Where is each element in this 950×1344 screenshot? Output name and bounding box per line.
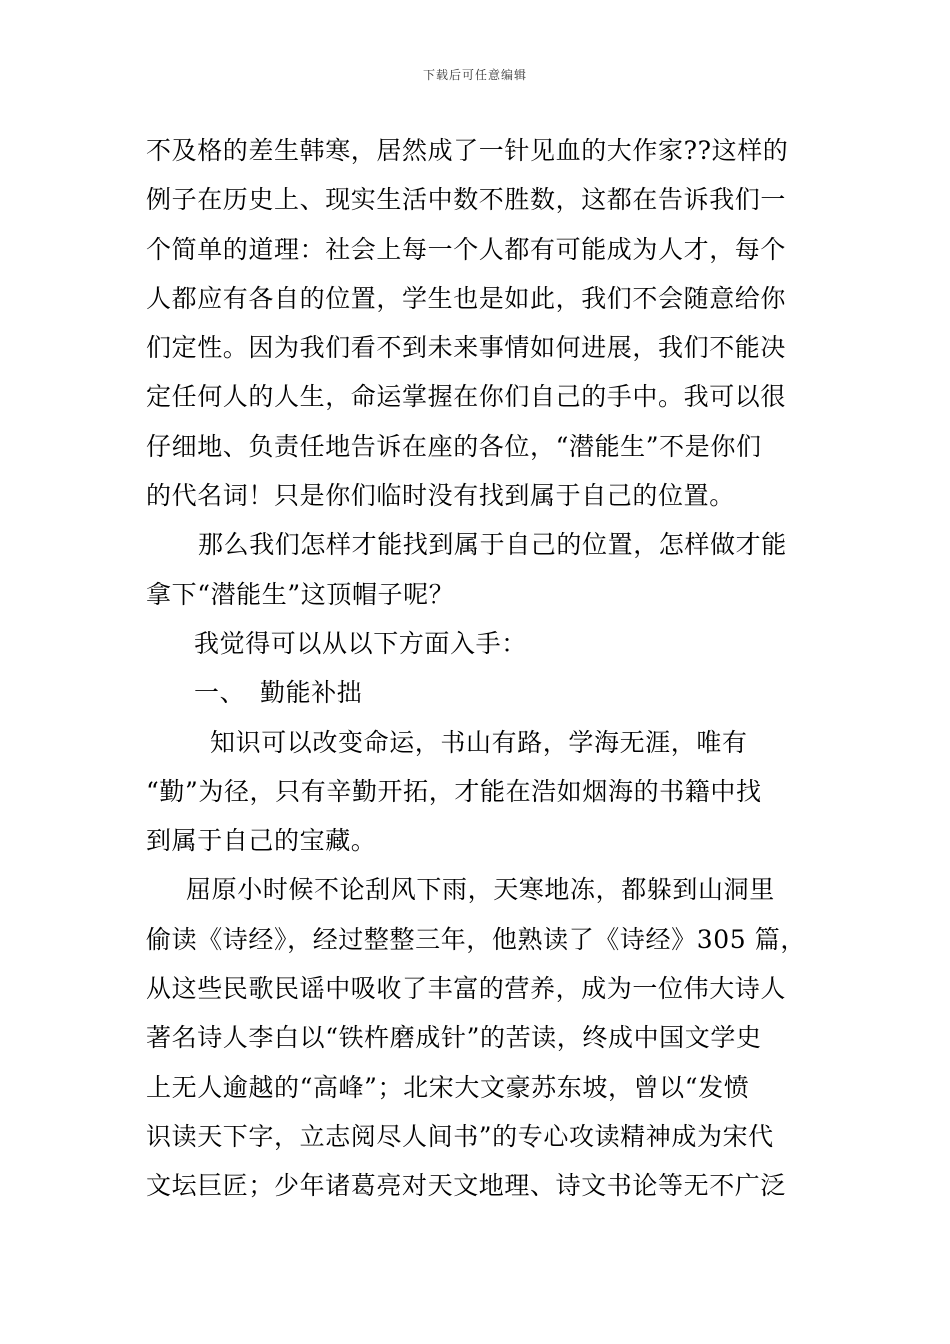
document-body: [146, 126, 812, 1211]
text-line: 例子在历史上、现实生活中数不胜数，这都在告诉我们一: [146, 185, 787, 215]
section-title: 勤能补拙: [260, 678, 363, 708]
text-line: 著名诗人李白以“铁杵磨成针”的苦读，终成中国文学史: [146, 1023, 762, 1053]
section-heading: [146, 668, 812, 717]
text-line: 识读天下字，立志阅尽人间书”的专心攻读精神成为宋代: [146, 1121, 774, 1151]
text-line: 不及格的差生韩寒，居然成了一针见血的大作家??这样的: [146, 136, 789, 165]
text-line: 上无人逾越的“高峰”；北宋大文豪苏东坡，曾以“发愤: [146, 1072, 750, 1102]
paragraph-start-line: 知识可以改变命运，书山有路，学海无涯，唯有: [210, 727, 748, 757]
text-line: 的代名词！只是你们临时没有找到属于自己的位置。: [146, 481, 735, 511]
text-line: 文坛巨匠；少年诸葛亮对天文地理、诗文书论等无不广泛: [146, 1171, 787, 1201]
text-line: “勤”为径，只有辛勤开拓，才能在浩如烟海的书籍中找: [146, 776, 762, 806]
text-line: 从这些民歌民谣中吸收了丰富的营养，成为一位伟大诗人: [146, 974, 787, 1004]
paragraph-start-line: 那么我们怎样才能找到属于自己的位置，怎样做才能: [198, 530, 787, 560]
text-line: 们定性。因为我们看不到未来事情如何进展，我们不能决: [146, 333, 787, 363]
paragraph-start-line: 我觉得可以从以下方面入手：: [194, 628, 527, 658]
page-header: 下载后可任意编辑: [422, 68, 527, 82]
text-line: 仔细地、负责任地告诉在座的各位，“潜能生”不是你们: [146, 431, 762, 461]
text-line: 定任何人的人生，命运掌握在你们自己的手中。我可以很: [146, 382, 787, 412]
text-line: 人都应有各自的位置，学生也是如此，我们不会随意给你: [146, 283, 787, 313]
text-line: 拿下“潜能生”这顶帽子呢？: [146, 579, 455, 609]
text-line: 到属于自己的宝藏。: [146, 826, 377, 856]
text-line: 偷读《诗经》，经过整整三年，他熟读了《诗经》305 篇，: [146, 924, 806, 954]
section-number: 一、: [194, 678, 246, 708]
paragraph-start-line: 屈原小时候不论刮风下雨，天寒地冻，都躲到山洞里: [186, 875, 775, 905]
text-line: 个简单的道理：社会上每一个人都有可能成为人才，每个: [146, 234, 787, 264]
